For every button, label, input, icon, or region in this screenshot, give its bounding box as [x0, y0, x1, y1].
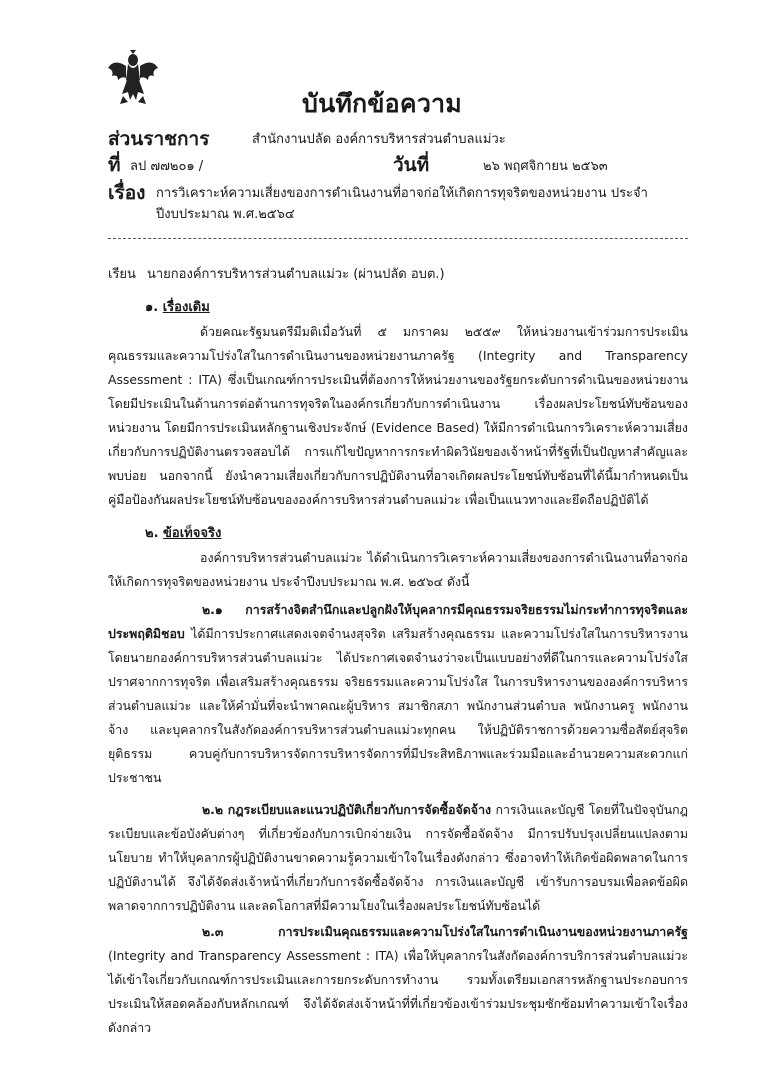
date-row	[393, 150, 608, 180]
department-value: สำนักงานปลัด องค์การบริหารส่วนตำบลแม่วะ	[252, 132, 506, 147]
section-2-heading	[145, 522, 221, 543]
document-number-label: ที่	[108, 154, 121, 176]
item-2-3-paragraph	[108, 920, 688, 1040]
section-1-number: ๑.	[145, 300, 159, 315]
item-2-3-body: (Integrity and Transparency Assessment : ITA) เพื่อให้บุคลากรในสังกัดองค์การบริการส่วนตำบลแม่วะได้เข้าใจเกี่ยวกับเกณฑ์การประเมินและการยกระดับการทำงาน รวมทั้งเตรียมเอกสารหลักฐานประกอบการประเมินให้สอดคล้องกับหลักเกณฑ์ จึงได้จัดส่งเจ้าหน้าที่ที่เกี่ยวข้องเข้าร่วมประชุมซักซ้อมทำความเข้าใจเรื่องดังกล่าว	[108, 948, 688, 1035]
item-2-2-paragraph	[108, 798, 688, 918]
department-row	[108, 124, 506, 154]
section-1-heading	[145, 296, 210, 317]
department-label: ส่วนราชการ	[108, 128, 210, 150]
recipient-label: เรียน	[108, 267, 136, 282]
document-number-value: ลป ๗๗๒๐๑ /	[130, 159, 204, 174]
memo-title: บันทึกข้อความ	[302, 89, 462, 118]
item-2-1-body: ได้มีการประกาศแสดงเจตจำนงสุจริต เสริมสร้างคุณธรรม และความโปร่งใสในการบริหารงาน โดยนายกองค์การบริหารส่วนตำบลแม่วะ ได้ประกาศเจตจำนงว่าจะเป็นแบบอย่างที่ดีในการและความโปร่งใสปราศจากการทุจริต เพื่อเสริมสร้างคุณธรรม จริยธรรมและความโปร่งใส ในการบริหารงานขององค์การบริหารส่วนตำบลแม่วะ และให้คำมั่นที่จะนำพาคณะผู้บริหาร สมาชิกสภา พนักงานส่วนตำบล พนักงานครู พนักงานจ้าง และบุคลากรในสังกัดองค์การบริหารส่วนตำบลแม่วะทุกคน ให้ปฏิบัติราชการด้วยความซื่อสัตย์สุจริต ยุติธรรม ควบคู่กับการบริหารจัดการบริหารจัดการที่มีประสิทธิภาพและร่วมมือและอำนวยความสะดวกแก่ประชาชน	[108, 626, 688, 785]
recipient-value: นายกองค์การบริหารส่วนตำบลแม่วะ (ผ่านปลัด อบต.)	[147, 267, 445, 282]
section-1-body: ด้วยคณะรัฐมนตรีมีมติเมื่อวันที่ ๕ มกราคม ๒๕๕๙ ให้หน่วยงานเข้าร่วมการประเมินคุณธรรมและความโปร่งใสในการดำเนินงานของหน่วยงานภาครัฐ (Integrity and Transparency Assessment : ITA) ซึ่งเป็นเกณฑ์การประเมินที่ต้องการให้หน่วยงานของรัฐยกระดับการดำเนินของหน่วยงานโดยมีประเมินในด้านการต่อต้านการทุจริตในองค์กรเกี่ยวกับการดำเนินงาน เรื่องผลประโยชน์ทับซ้อนของหน่วยงาน โดยมีการประเมินหลักฐานเชิงประจักษ์ (Evidence Based) ให้มีการดำเนินการวิเคราะห์ความเสี่ยงเกี่ยวกับการปฏิบัติงานตรวจสอบได้ การแก้ไขปัญหาการกระทำผิดวินัยของเจ้าหน้าที่รัฐที่เป็นปัญหาสำคัญและพบบ่อย นอกจากนี้ ยังนำความเสี่ยงเกี่ยวกับการปฏิบัติงานที่อาจเกิดผลประโยชน์ทับซ้อนที่ได้นี้มากำหนดเป็นคู่มือป้องกันผลประโยชน์ทับซ้อนขององค์การบริหารส่วนตำบลแม่วะ เพื่อเป็นแนวทางและยึดถือปฏิบัติได้	[108, 324, 688, 507]
section-2-intro-text: องค์การบริหารส่วนตำบลแม่วะ ได้ดำเนินการวิเคราะห์ความเสี่ยงของการดำเนินงานที่อาจก่อให้เกิดการทุจริตของหน่วยงาน ประจำปีงบประมาณ พ.ศ. ๒๕๖๔ ดังนี้	[108, 550, 688, 589]
section-2-number: ๒.	[145, 526, 159, 541]
section-1-paragraph	[108, 320, 688, 512]
date-label: วันที่	[393, 154, 430, 176]
date-value: ๒๖ พฤศจิกายน ๒๕๖๓	[483, 159, 608, 174]
item-2-1-heading: ๒.๑ การสร้างจิตสำนึกและปลูกฝังให้บุคลากรมีคุณธรรมจริยธรรมไม่กระทำการทุจริตและประพฤติมิชอบ	[108, 602, 688, 641]
section-2-intro	[108, 546, 688, 594]
section-1-title: เรื่องเดิม	[162, 300, 210, 315]
document-number-row	[108, 150, 204, 180]
item-2-2-body: การเงินและบัญชี โดยที่ในปัจจุบันกฎระเบียบและข้อบังคับต่างๆ ที่เกี่ยวข้องกับการเบิกจ่ายเงิน การจัดซื้อจัดจ้าง มีการปรับปรุงเปลี่ยนแปลงตามนโยบาย ทำให้บุคลากรผู้ปฏิบัติงานขาดความรู้ความเข้าใจในเรื่องดังกล่าว ซึ่งอาจทำให้เกิดข้อผิดพลาดในการปฏิบัติงานได้ จึงได้จัดส่งเจ้าหน้าที่เกี่ยวกับการจัดซื้อจัดจ้าง การเงินและบัญชี เข้ารับการอบรมเพื่อลดข้อผิดพลาดจากการปฏิบัติงาน และลดโอกาสที่มีความโยงในเรื่องผลประโยชน์ทับซ้อนได้	[108, 802, 688, 913]
subject-label: เรื่อง	[108, 182, 146, 204]
item-2-3-heading: ๒.๓ การประเมินคุณธรรมและความโปร่งใสในการดำเนินงานของหน่วยงานภาครัฐ	[202, 924, 688, 939]
item-2-1-paragraph	[108, 598, 688, 790]
item-2-2-heading: ๒.๒ กฎระเบียบและแนวปฏิบัติเกี่ยวกับการจัดซื้อจัดจ้าง	[202, 802, 492, 817]
recipient-row	[108, 263, 445, 284]
section-2-title: ข้อเท็จจริง	[163, 526, 222, 541]
subject-value: การวิเคราะห์ความเสี่ยงของการดำเนินงานที่อาจก่อให้เกิดการทุจริตของหน่วยงาน ประจำปีงบประมาณ พ.ศ.๒๕๖๔	[156, 186, 648, 222]
separator-line	[108, 238, 688, 239]
subject-row	[108, 178, 648, 222]
